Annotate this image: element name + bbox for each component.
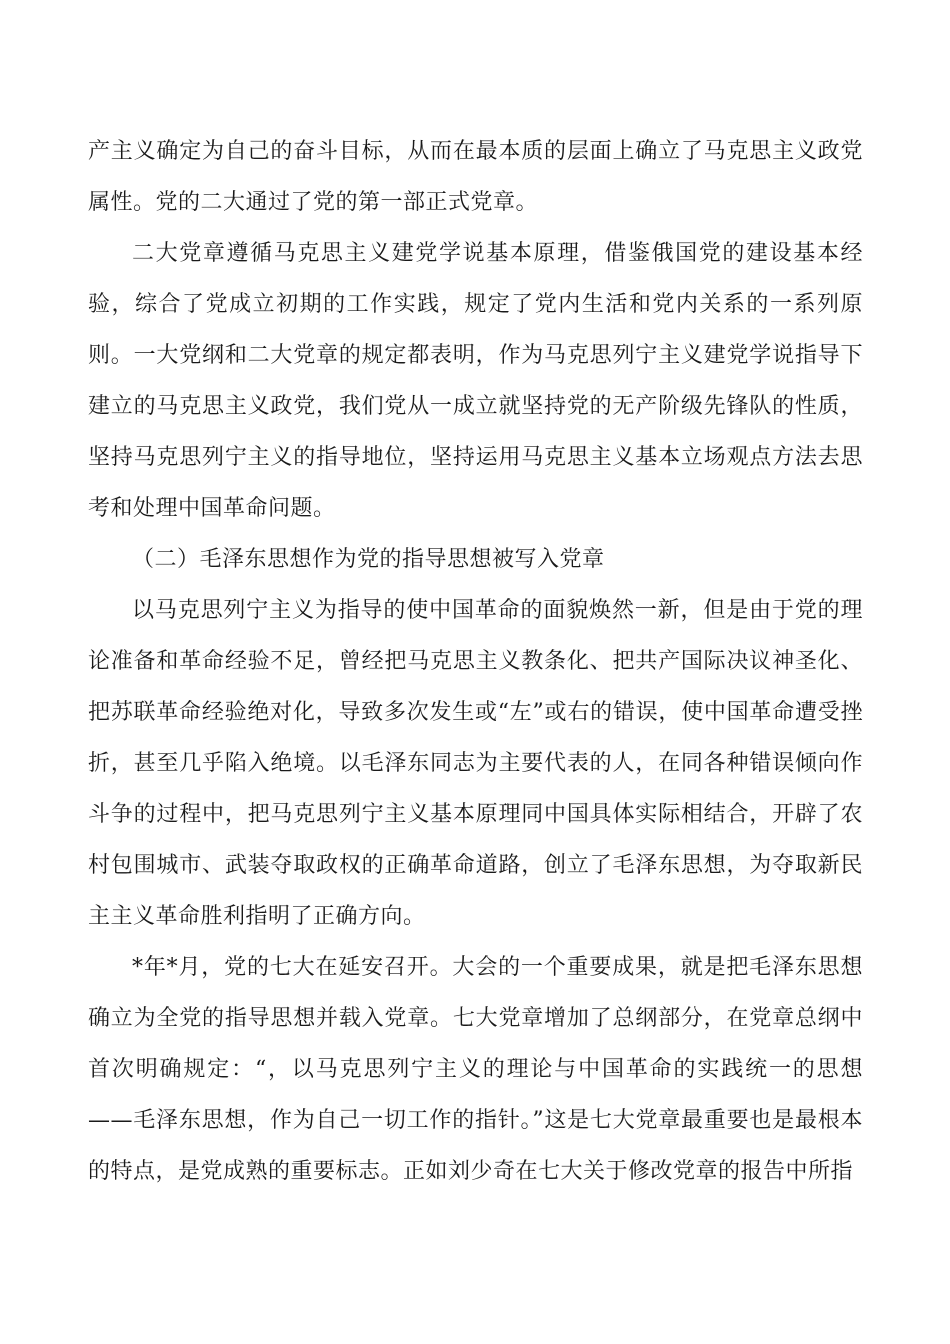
section-heading: （二）毛泽东思想作为党的指导思想被写入党章 xyxy=(132,547,605,572)
paragraph: *年*月，党的七大在延安召开。大会的一个重要成果，就是把毛泽东思想确立为全党的指导思想并载入党章。七大党章增加了总纲部分，在党章总纲中首次明确规定：“，以马克思列宁主义的理论与中国革命的实践统一的思想——毛泽东思想，作为自己一切工作的指针。”这是七大党章最重要也是最根本的特点，是党成熟的重要标志。正如刘少奇在七大关于修改党章的报告中所指 xyxy=(88,955,863,1184)
document-body xyxy=(88,126,863,1197)
paragraph: 以马克思列宁主义为指导的使中国革命的面貌焕然一新，但是由于党的理论准备和革命经验不足，曾经把马克思主义教条化、把共产国际决议神圣化、把苏联革命经验绝对化，导致多次发生或“左”或右的错误，使中国革命遭受挫折，甚至几乎陷入绝境。以毛泽东同志为主要代表的人，在同各种错误倾向作斗争的过程中，把马克思列宁主义基本原理同中国具体实际相结合，开辟了农村包围城市、武装夺取政权的正确革命道路，创立了毛泽东思想，为夺取新民主主义革命胜利指明了正确方向。 xyxy=(88,598,863,929)
paragraph-continued: 产主义确定为自己的奋斗目标，从而在最本质的层面上确立了马克思主义政党属性。党的二大通过了党的第一部正式党章。 xyxy=(88,139,863,215)
paragraph: 二大党章遵循马克思主义建党学说基本原理，借鉴俄国党的建设基本经验，综合了党成立初期的工作实践，规定了党内生活和党内关系的一系列原则。一大党纲和二大党章的规定都表明，作为马克思列宁主义建党学说指导下建立的马克思主义政党，我们党从一成立就坚持党的无产阶级先锋队的性质，坚持马克思列宁主义的指导地位，坚持运用马克思主义基本立场观点方法去思考和处理中国革命问题。 xyxy=(88,241,863,521)
